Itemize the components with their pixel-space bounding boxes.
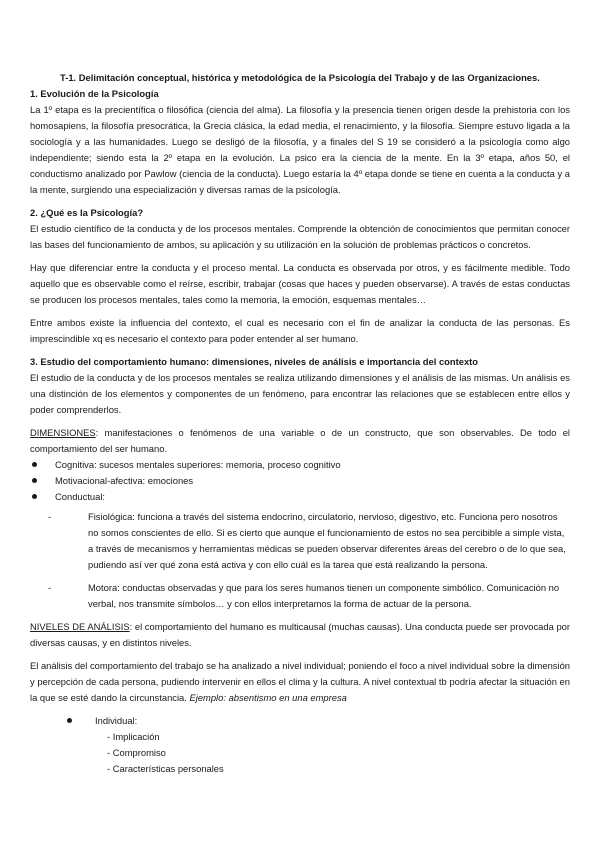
list-item: Individual: [63, 713, 570, 729]
list-item: - Características personales [107, 763, 224, 774]
dimensiones-term: DIMENSIONES [30, 427, 96, 438]
bullet-icon [67, 718, 72, 723]
individual-sublist [63, 729, 570, 777]
list-item: Cognitiva: sucesos mentales superiores: memoria, proceso cognitivo [30, 457, 570, 473]
niveles-definition: : el comportamiento del humano es multicausal (muchas causas). Una conducta puede ser provocada por diversas causas, y en distintos niveles. [30, 621, 570, 648]
dimensions-list [30, 457, 570, 505]
list-item: - Motora: conductas observadas y que para los seres humanos tienen un componente simbólico. Comunicación no verbal, nos transmite símbolos… y con ellos interpretamos la forma de actuar de la persona. [48, 582, 560, 609]
section-2-paragraph-2: Hay que diferenciar entre la conducta y el proceso mental. La conducta es observada por otros, y es fácilmente medible. Todo aquello que es observable como el reírse, escribir, trabajar (cosas que haces y pueden observarse). A través de estas conductas se producen los procesos mentales, tales como la memoria, la emoción, esquemas mentales… [30, 262, 570, 305]
niveles-paragraph [30, 619, 570, 651]
dash-icon: - [48, 582, 52, 593]
list-item: - Fisiológica: funciona a través del sistema endocrino, circulatorio, nervioso, digestivo, etc. Funciona pero nosotros no somos conscientes de ello. Si es cierto que aunque el funcionamiento de estos no sea percibible a simple vista, a través de mecanismos y herramientas médicas se pueden observar diferentes áreas del cerebro o de lo que sea, pudiendo así ver qué zona está activa y con ello cuál es la tarea que está realizando la persona. [48, 511, 566, 570]
section-1-heading: 1. Evolución de la Psicología [30, 88, 159, 99]
bullet-icon [32, 494, 37, 499]
section-2-paragraph-3: Entre ambos existe la influencia del contexto, el cual es necesario con el fin de analizar la conducta de las personas. Es imprescindible xq es necesario el contexto para poder entender al ser humano. [30, 317, 570, 344]
section-1-paragraph: La 1º etapa es la precientífica o filosófica (ciencia del alma). La filosofía y la presencia tienen origen desde la prehistoria con los homosapiens, la filosofía presocrática, la Grecia clásica, la edad media, el renacimiento, y la filosofía. Siempre estuvo ligada a la sociología y a las humanidades. Luego se desligó de la filosofía, y a finales del S 19 se consideró a la psicología como algo independiente; siendo esta la 2º etapa en la evolución. La psico era la ciencia de la mente. En la 3º etapa, años 50, el conductismo analizado por Pawlow (ciencia de la conducta). Luego estaría la 4º etapa donde se tiene en cuenta a la conducta y a la mente, surgiendo una especialización y diversas ramas de la psicología. [30, 104, 570, 195]
document-title: T-1. Delimitación conceptual, histórica y metodológica de la Psicología del Trabajo y de las Organizaciones. [60, 72, 540, 83]
section-2-paragraph-1: El estudio científico de la conducta y de los procesos mentales. Comprende la obtención de conocimientos que permitan conocer las bases del funcionamiento de ambos, su aplicación y su utilización en la solución de problemas prácticos o concretos. [30, 223, 570, 250]
section-3-paragraph-1: El estudio de la conducta y de los procesos mentales se realiza utilizando dimensiones y el análisis de las mismas. Un análisis es una distinción de los elementos y componentes de un fenómeno, para encontrar las relaciones que se establecen entre ellos y poder comprenderlos. [30, 372, 570, 415]
dimensiones-paragraph [30, 425, 570, 457]
individual-list [63, 713, 570, 729]
example-text: Ejemplo: absentismo en una empresa [189, 692, 347, 703]
bullet-icon [32, 478, 37, 483]
list-item: - Compromiso [107, 747, 166, 758]
niveles-term: NIVELES DE ANÁLISIS [30, 621, 130, 632]
analysis-paragraph: El análisis del comportamiento del trabajo se ha analizado a nivel individual; poniendo el foco a nivel individual sobre la dimensión y percepción de cada persona, pudiendo intervenir en ellos el clima y la cultura. A nivel contextual tb podría afectar la situación en la que se esté dando la circunstancia. Ejemplo: absentismo en una empresa [30, 660, 570, 703]
bullet-icon [32, 462, 37, 467]
list-item: - Implicación [107, 731, 160, 742]
dash-icon: - [48, 511, 52, 522]
conductual-sublist [48, 509, 570, 612]
list-item: Conductual: [30, 489, 570, 505]
section-3-heading: 3. Estudio del comportamiento humano: dimensiones, niveles de análisis e importancia del contexto [30, 356, 479, 367]
dimensiones-definition: : manifestaciones o fenómenos de una variable o de un constructo, que son observables. De todo el comportamiento del ser humano. [30, 427, 570, 454]
section-2-heading: 2. ¿Qué es la Psicología? [30, 207, 144, 218]
list-item: Motivacional-afectiva: emociones [30, 473, 570, 489]
